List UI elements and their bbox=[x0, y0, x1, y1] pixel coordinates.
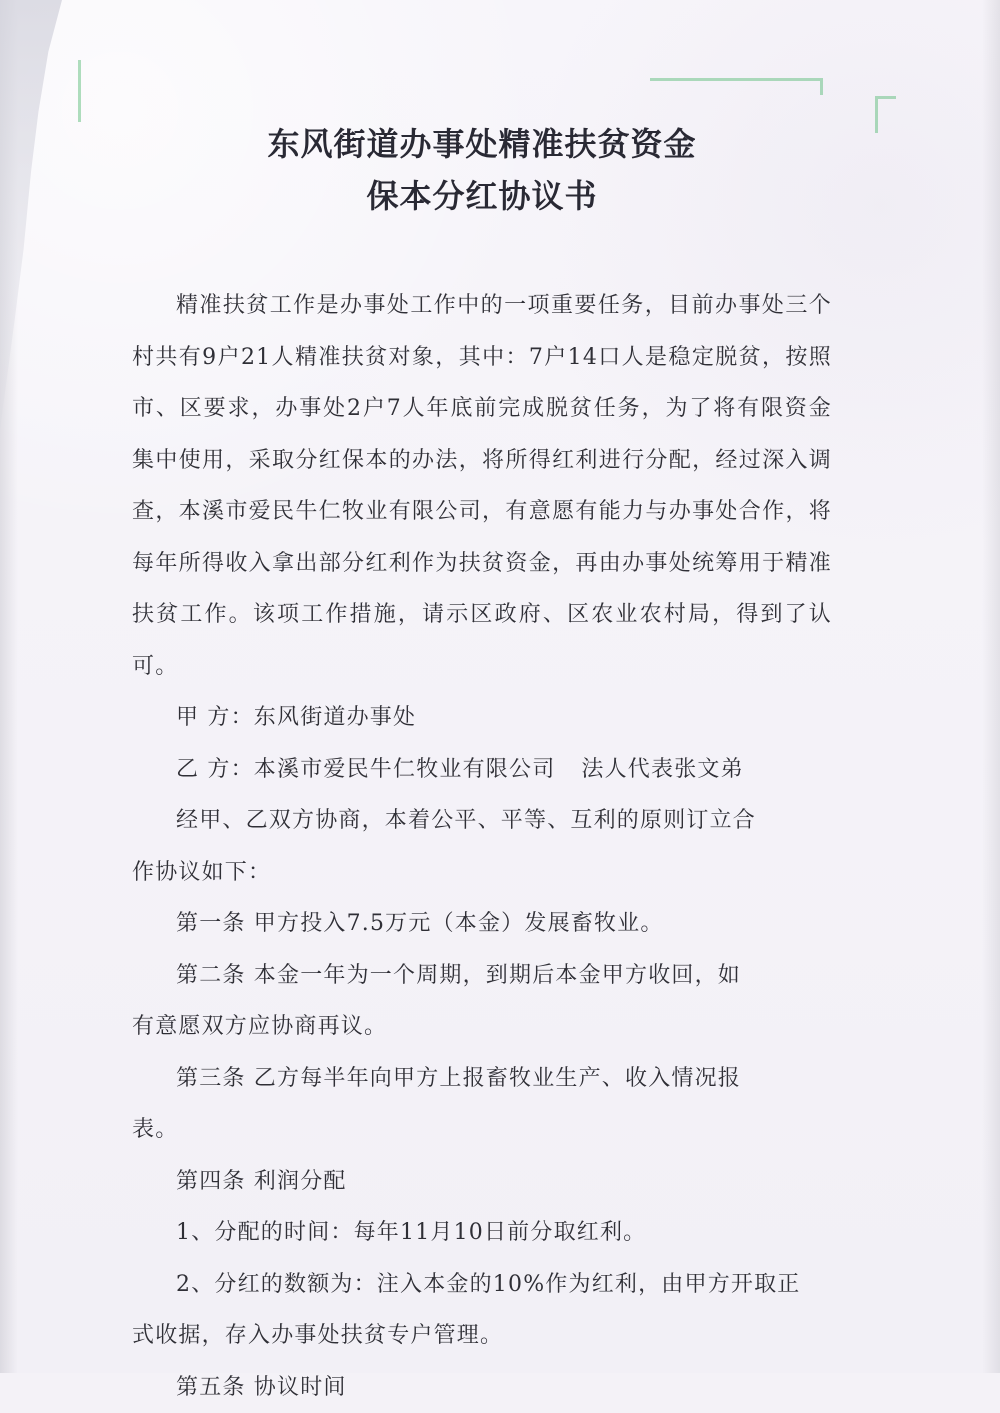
article-3-line-2: 表。 bbox=[132, 1104, 832, 1156]
document-title bbox=[132, 118, 832, 222]
right-edge-shadow bbox=[982, 0, 1000, 1373]
title-line-1: 东风街道办事处精准扶贫资金 bbox=[132, 118, 832, 170]
faint-stamp-mark bbox=[875, 96, 896, 133]
agreement-content bbox=[132, 118, 832, 1413]
article-5: 第五条 协议时间 bbox=[132, 1362, 832, 1413]
article-4-item-2-line-1: 2、分红的数额为：注入本金的10%作为红利，由甲方开取正 bbox=[132, 1259, 832, 1311]
article-2-line-1: 第二条 本金一年为一个周期，到期后本金甲方收回，如 bbox=[132, 950, 832, 1002]
article-4: 第四条 利润分配 bbox=[132, 1156, 832, 1208]
title-line-2: 保本分红协议书 bbox=[132, 170, 832, 222]
party-b-name: 乙 方：本溪市爱民牛仁牧业有限公司 bbox=[176, 757, 555, 782]
party-b-line bbox=[132, 744, 832, 796]
article-2-line-2: 有意愿双方应协商再议。 bbox=[132, 1001, 832, 1053]
torn-paper-edge bbox=[0, 0, 62, 430]
party-a-line: 甲 方：东风街道办事处 bbox=[132, 692, 832, 744]
article-3-line-1: 第三条 乙方每半年向甲方上报畜牧业生产、收入情况报 bbox=[132, 1053, 832, 1105]
document-body bbox=[132, 280, 832, 1413]
article-4-item-2-line-2: 式收据，存入办事处扶贫专户管理。 bbox=[132, 1310, 832, 1362]
consultation-line-2: 作协议如下： bbox=[132, 847, 832, 899]
intro-paragraph: 精准扶贫工作是办事处工作中的一项重要任务，目前办事处三个村共有9户21人精准扶贫对象，其中：7户14口人是稳定脱贫，按照市、区要求，办事处2户7人年底前完成脱贫任务，为了将有限资金集中使用，采取分红保本的办法，将所得红利进行分配，经过深入调查，本溪市爱民牛仁牧业有限公司，有意愿有能力与办事处合作，将每年所得收入拿出部分红利作为扶贫资金，再由办事处统筹用于精准扶贫工作。该项工作措施，请示区政府、区农业农村局，得到了认可。 bbox=[132, 280, 832, 692]
faint-stamp-mark bbox=[650, 78, 823, 95]
party-b-representative: 法人代表张文弟 bbox=[581, 757, 743, 782]
article-1: 第一条 甲方投入7.5万元（本金）发展畜牧业。 bbox=[132, 898, 832, 950]
article-4-item-1: 1、分配的时间：每年11月10日前分取红利。 bbox=[132, 1207, 832, 1259]
consultation-line-1: 经甲、乙双方协商，本着公平、平等、互利的原则订立合 bbox=[132, 795, 832, 847]
faint-stamp-mark bbox=[78, 60, 101, 122]
